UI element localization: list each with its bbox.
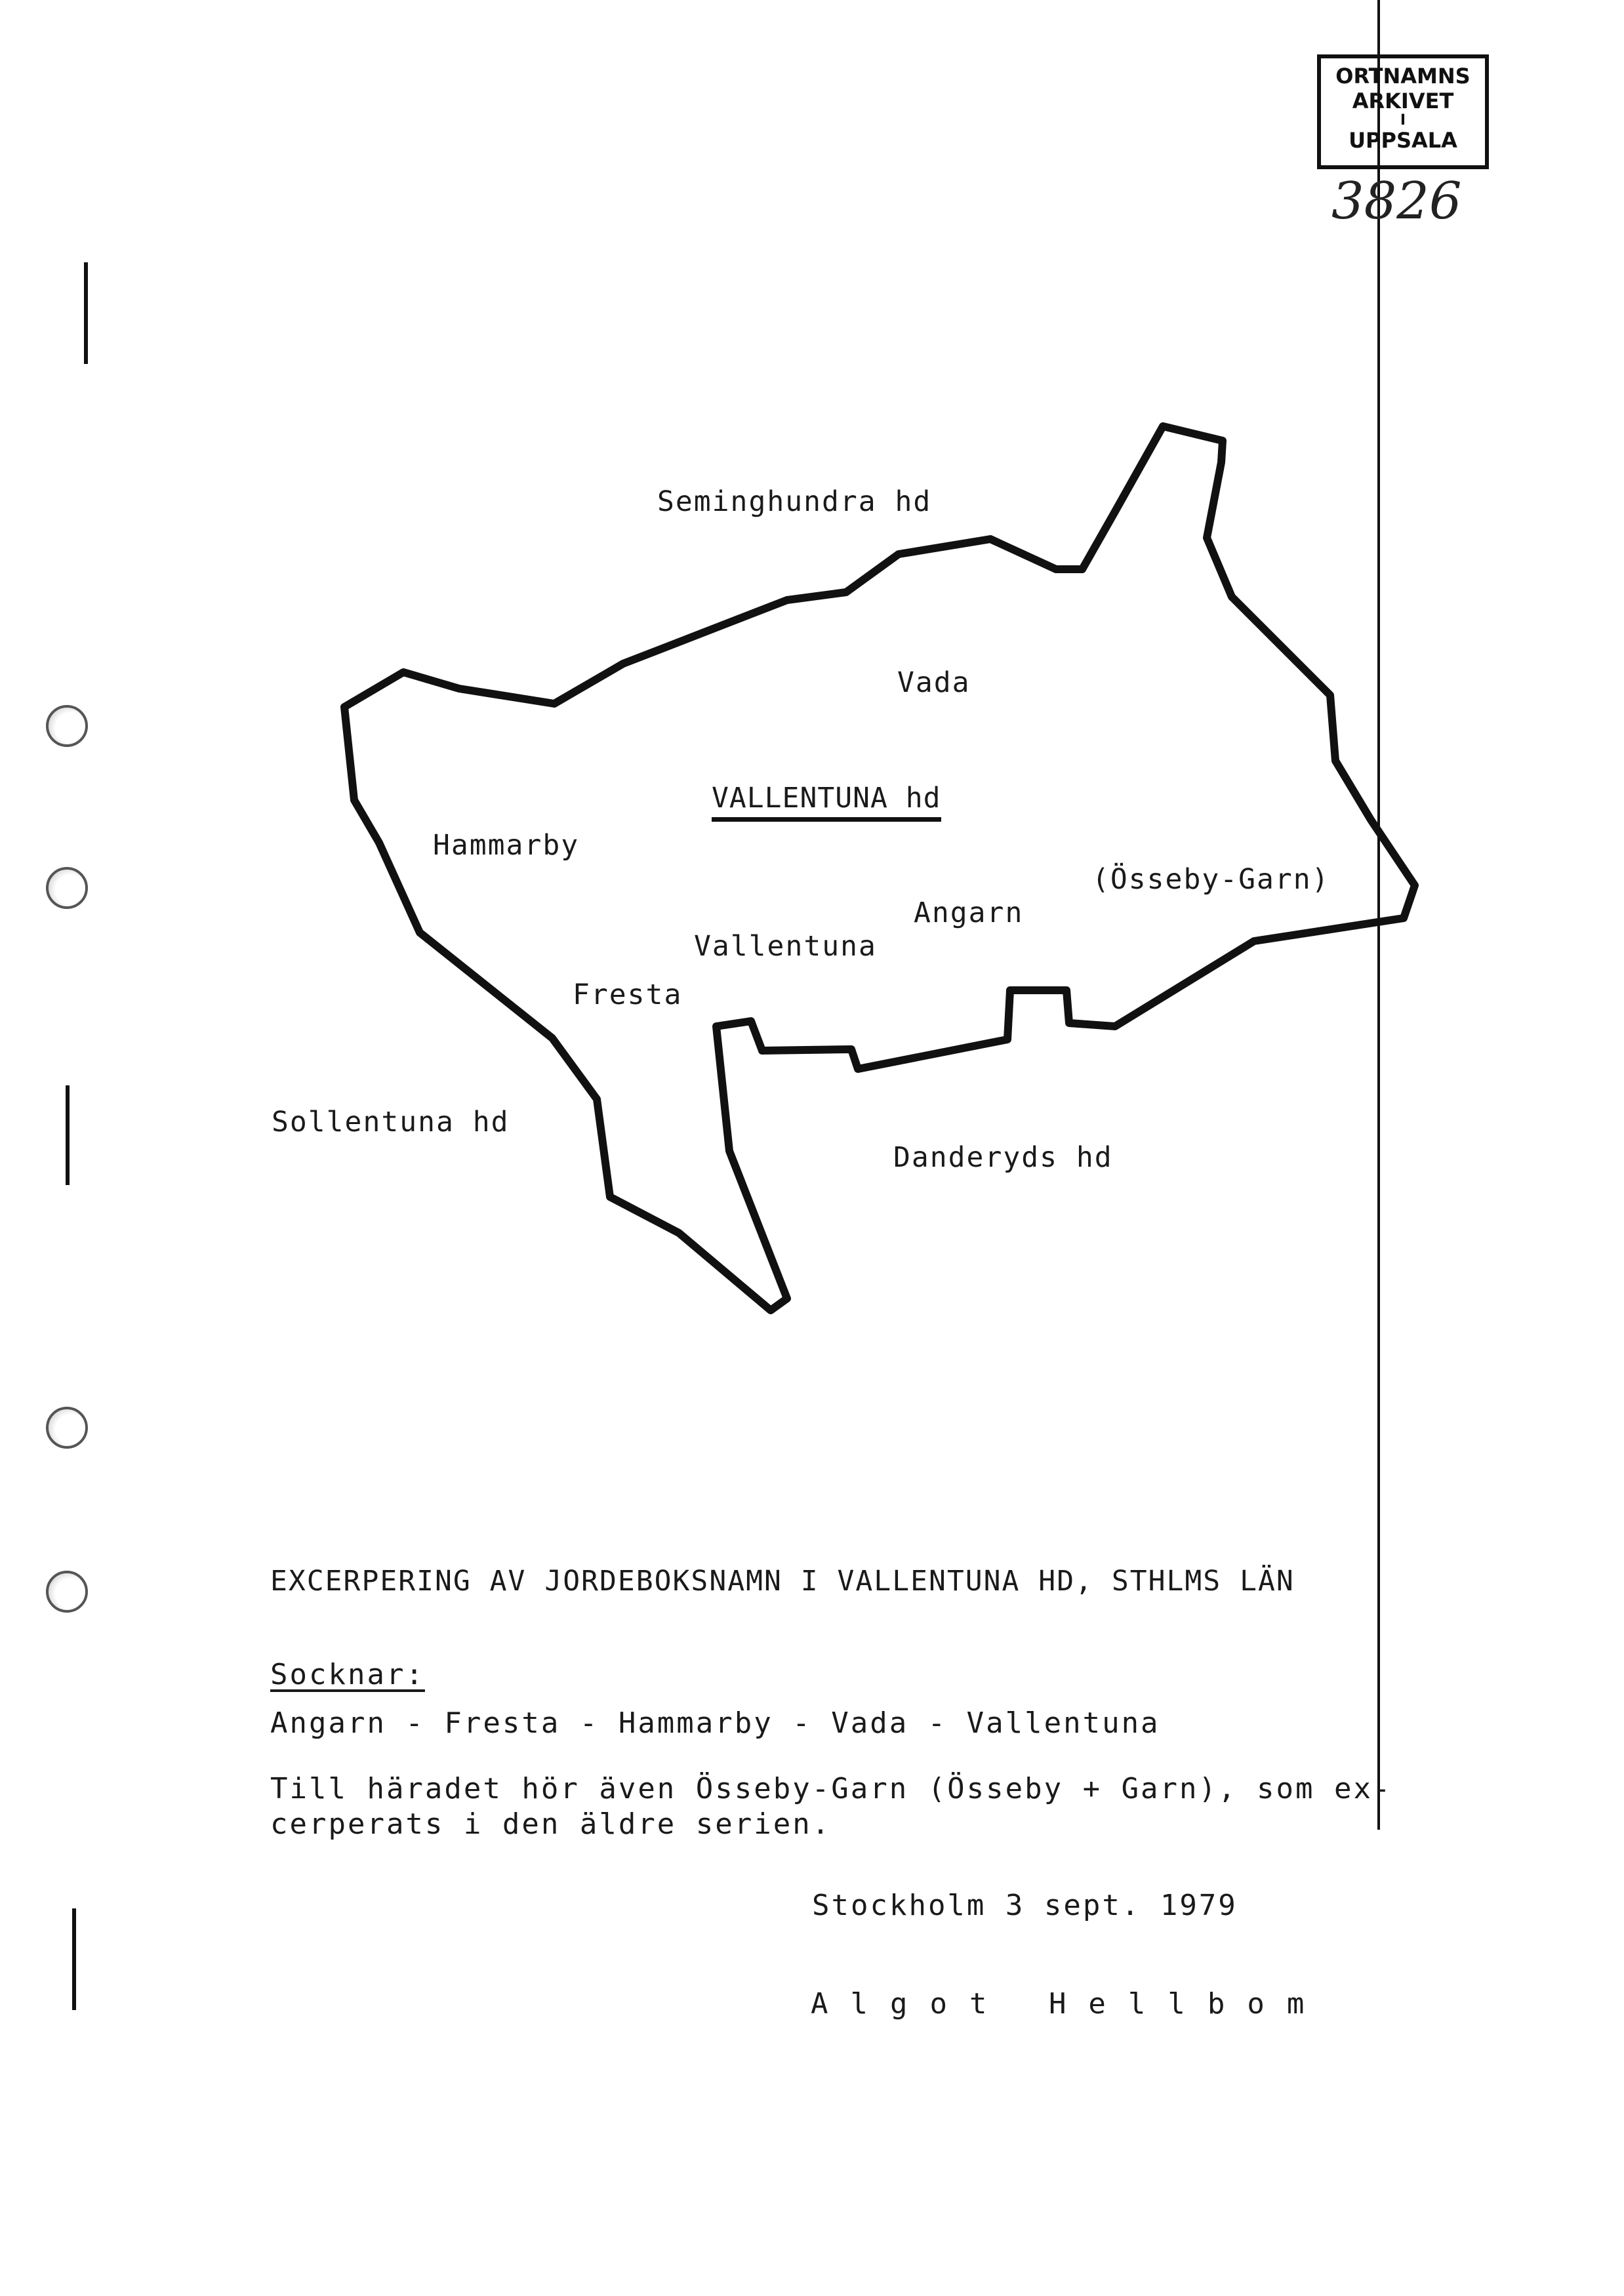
map-label-danderyds: Danderyds hd bbox=[893, 1141, 1113, 1174]
map-label-vada: Vada bbox=[897, 666, 971, 699]
map-label-osseby-garn: (Össeby-Garn) bbox=[1092, 863, 1330, 896]
map-label-seminghundra: Seminghundra hd bbox=[657, 485, 932, 518]
socknar-list: Angarn - Fresta - Hammarby - Vada - Vallentuna bbox=[270, 1706, 1160, 1740]
map-label-vallentuna: Vallentuna bbox=[694, 930, 877, 963]
stamp-line: ARKIVET bbox=[1352, 89, 1454, 113]
socknar-label: Socknar: bbox=[270, 1658, 425, 1691]
place-date: Stockholm 3 sept. 1979 bbox=[812, 1889, 1238, 1922]
document-heading: EXCERPERING AV JORDEBOKSNAMN I VALLENTUNA HD, STHLMS LÄN bbox=[270, 1565, 1295, 1598]
stamp-line: ORTNAMNS bbox=[1335, 64, 1471, 89]
map-title: VALLENTUNA hd bbox=[712, 782, 941, 822]
archive-number: 3826 bbox=[1331, 172, 1462, 231]
map-label-angarn: Angarn bbox=[914, 896, 1024, 929]
map-label-fresta: Fresta bbox=[573, 978, 683, 1011]
stamp-line: I bbox=[1400, 112, 1406, 129]
signature: Algot Hellbom bbox=[811, 1987, 1327, 2021]
map-label-hammarby: Hammarby bbox=[433, 829, 580, 862]
note-line: Till häradet hör även Össeby-Garn (Össeby + Garn), som ex- bbox=[270, 1772, 1392, 1805]
note-line: cerperats i den äldre serien. bbox=[270, 1807, 832, 1841]
map-label-sollentuna: Sollentuna hd bbox=[272, 1106, 510, 1138]
stamp-line: UPPSALA bbox=[1349, 128, 1457, 153]
